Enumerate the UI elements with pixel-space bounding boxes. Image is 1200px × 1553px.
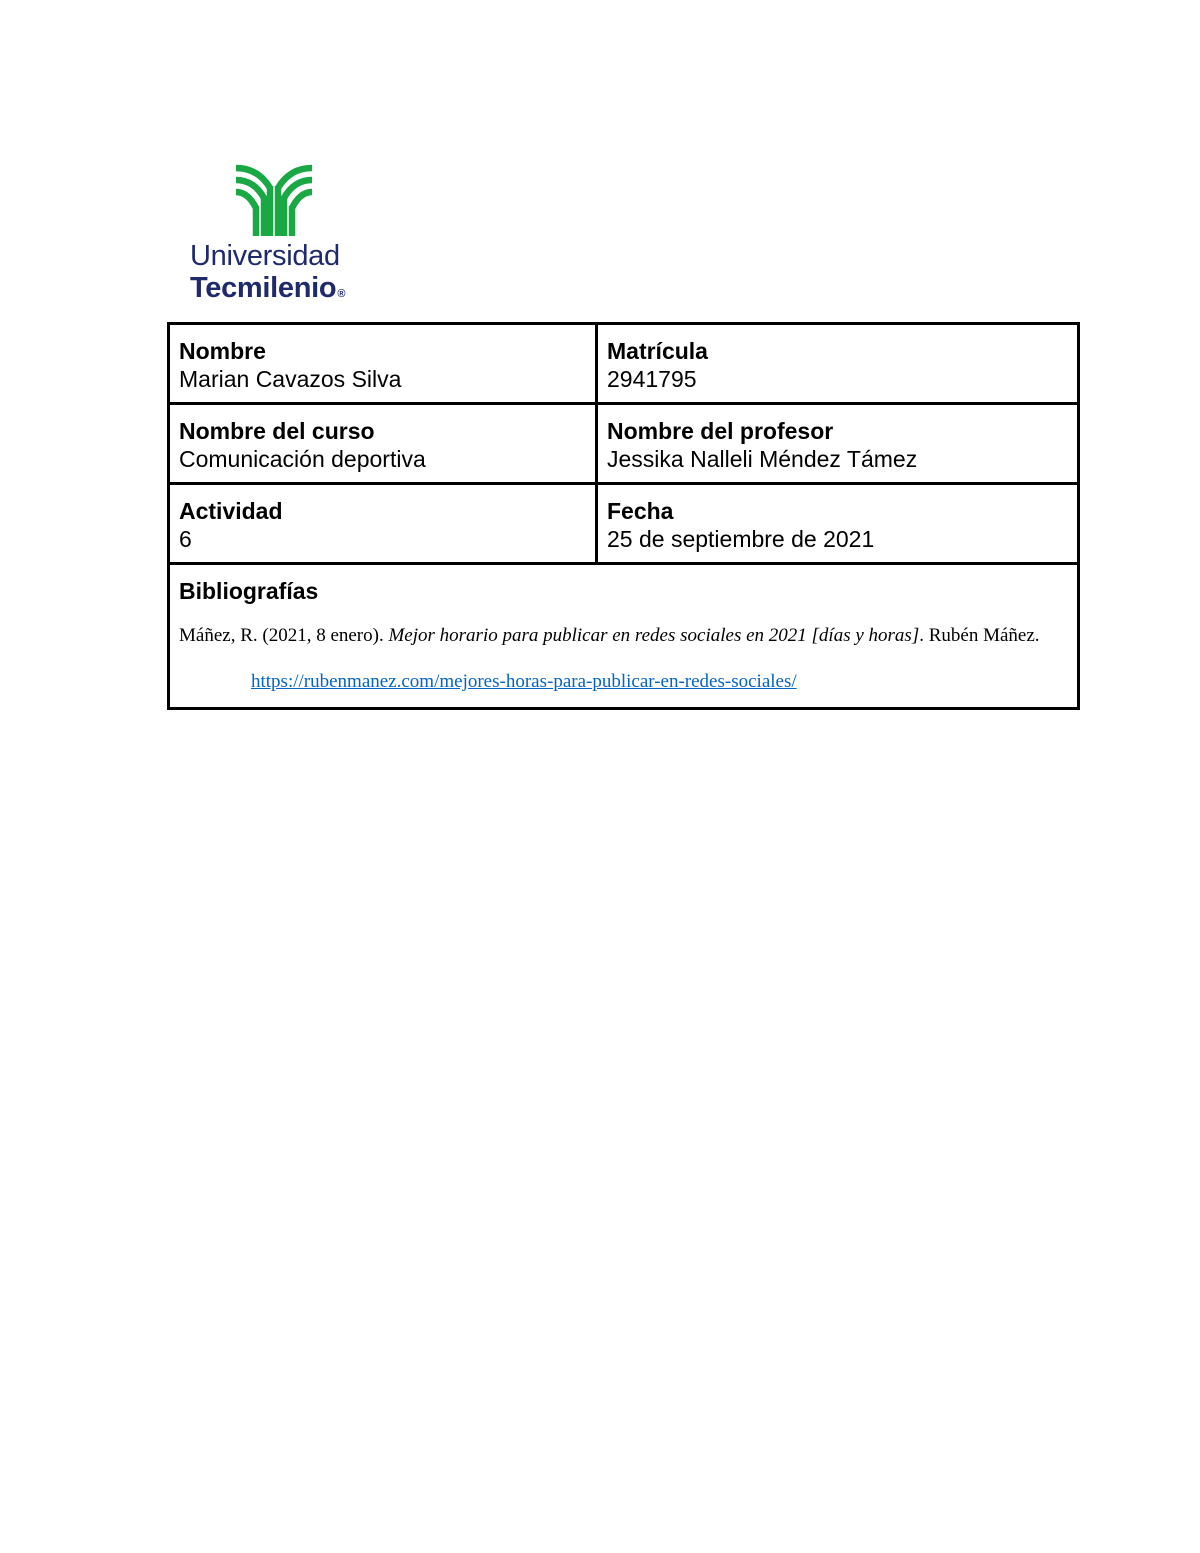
cell-fecha — [597, 484, 1079, 564]
logo-text-tecmilenio-word: Tecmilenio — [190, 272, 337, 304]
bib-title: Mejor horario para publicar en redes sociales en 2021 [días y horas] — [388, 625, 920, 646]
university-logo — [186, 158, 376, 308]
label-matricula: Matrícula — [607, 338, 708, 364]
registered-mark: ® — [337, 288, 346, 300]
table-row — [169, 484, 1079, 564]
value-fecha: 25 de septiembre de 2021 — [607, 526, 875, 552]
label-profesor: Nombre del profesor — [607, 418, 834, 444]
logo-text-universidad: Universidad — [190, 240, 340, 272]
value-matricula: 2941795 — [607, 366, 697, 392]
bib-author-date: Máñez, R. (2021, 8 enero). — [179, 625, 389, 646]
cover-info-table — [167, 322, 1080, 710]
cell-nombre — [169, 324, 597, 404]
value-nombre: Marian Cavazos Silva — [179, 366, 402, 392]
label-curso: Nombre del curso — [179, 418, 375, 444]
table-row — [169, 404, 1079, 484]
cell-profesor — [597, 404, 1079, 484]
logo-text-tecmilenio — [190, 272, 345, 305]
cell-actividad — [169, 484, 597, 564]
bibliography-entry — [179, 613, 1068, 705]
label-nombre: Nombre — [179, 338, 266, 364]
value-curso: Comunicación deportiva — [179, 446, 426, 472]
table-row — [169, 564, 1079, 709]
label-actividad: Actividad — [179, 498, 283, 524]
bib-publisher: . Rubén Máñez. — [919, 625, 1040, 646]
tecmilenio-tree-icon — [186, 158, 376, 238]
bib-url-link[interactable]: https://rubenmanez.com/mejores-horas-para-publicar-en-redes-sociales/ — [251, 671, 797, 692]
table-row — [169, 324, 1079, 404]
label-fecha: Fecha — [607, 498, 674, 524]
value-profesor: Jessika Nalleli Méndez Támez — [607, 446, 918, 472]
cell-curso — [169, 404, 597, 484]
value-actividad: 6 — [179, 526, 192, 552]
cell-matricula — [597, 324, 1079, 404]
label-bibliografias: Bibliografías — [179, 578, 319, 604]
cell-bibliografias — [169, 564, 1079, 709]
